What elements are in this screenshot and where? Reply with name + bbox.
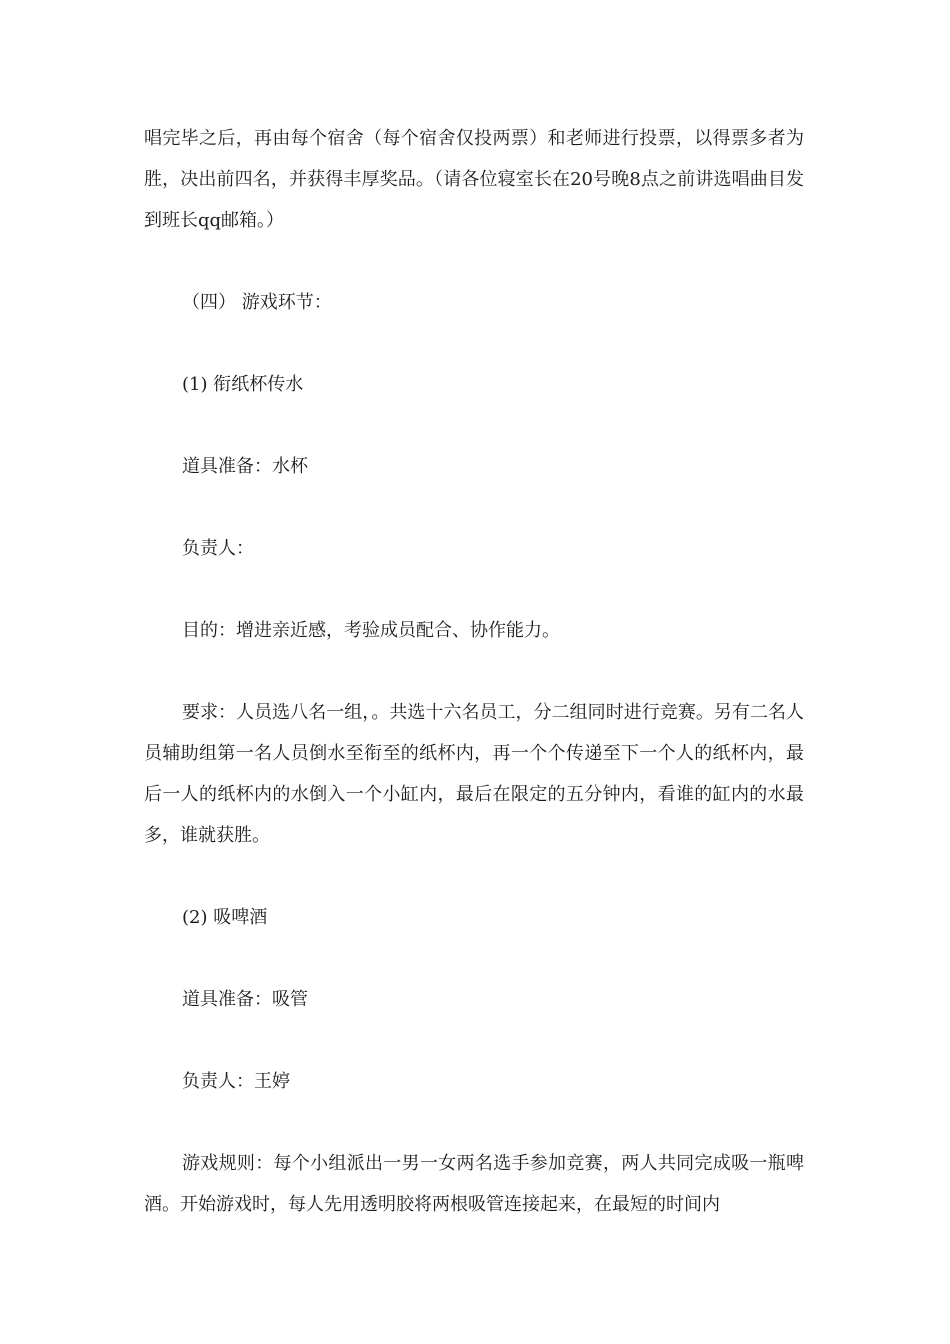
game-title-beer: (2) 吸啤酒	[182, 907, 268, 928]
purpose-cup-relay: 目的：增进亲近感，考验成员配合、协作能力。	[182, 620, 560, 641]
paragraph-voting-rules: 唱完毕之后，再由每个宿舍（每个宿舍仅投两票）和老师进行投票，以得票多者为胜，决出前四名，并获得丰厚奖品。（请各位寝室长在20号晚8点之前讲选唱曲目发到班长qq邮箱。）	[144, 128, 804, 231]
rules-beer: 游戏规则：每个小组派出一男一女两名选手参加竞赛，两人共同完成吸一瓶啤酒。开始游戏时，每人先用透明胶将两根吸管连接起来，在最短的时间内	[144, 1153, 804, 1215]
props-beer: 道具准备：吸管	[182, 989, 308, 1010]
owner-cup-relay: 负责人：	[182, 538, 254, 559]
requirements-cup-relay: 要求：人员选八名一组，。共选十六名员工，分二组同时进行竞赛。另有二名人员辅助组第一名人员倒水至衔至的纸杯内，再一个个传递至下一个人的纸杯内，最后一人的纸杯内的水倒入一个小缸内，最后在限定的五分钟内，看谁的缸内的水最多，谁就获胜。	[144, 702, 804, 846]
props-cup-relay: 道具准备：水杯	[182, 456, 308, 477]
document-body	[144, 118, 804, 1225]
section-heading-games: （四） 游戏环节：	[182, 292, 332, 313]
owner-beer: 负责人：王婷	[182, 1071, 290, 1092]
game-title-cup-relay: (1) 衔纸杯传水	[182, 374, 304, 395]
